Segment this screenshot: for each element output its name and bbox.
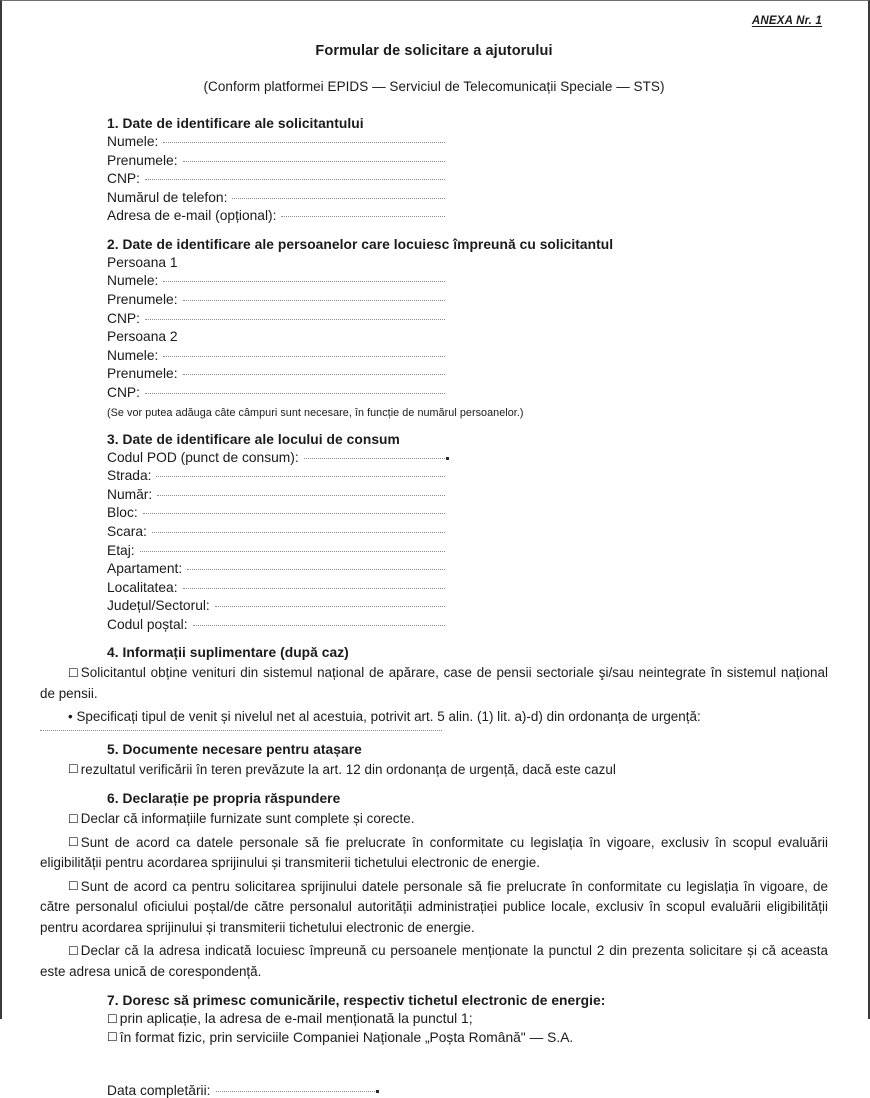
page-content [2,1,868,1098]
paragraph-text: Solicitantul obține venituri din sistemul național de apărare, case de pensii sectoriale şi/sau neintegrate în sistemul național de pensii. [40,665,828,701]
checkbox-icon[interactable]: ☐ [107,1030,118,1045]
dotted-leader [187,568,445,570]
field-row[interactable] [107,133,449,152]
person-1-label: Persoana 1 [107,254,178,270]
declaration-paragraph [40,663,828,704]
checkbox-icon[interactable]: ☐ [68,943,79,958]
leader-end-dot [446,457,449,460]
paragraph-text: Declar că informațiile furnizate sunt complete și corecte. [80,811,415,827]
section-6-item-1[interactable] [40,809,828,830]
section-6-item-3[interactable] [40,877,828,939]
bullet-paragraph: • Specificați tipul de venit și nivelul net al acestuia, potrivit art. 5 alin. (1) lit. a)-d) din ordonanța de urgență: [68,709,701,725]
section-4-item-1[interactable] [40,663,828,704]
dotted-leader [193,624,445,626]
dotted-leader [183,160,445,162]
section-2-note: (Se vor putea adăuga câte câmpuri sunt necesare, în funcție de numărul persoanelor.) [107,406,524,419]
dotted-leader [183,373,445,375]
field-row[interactable] [107,504,449,523]
field-label: Prenumele: [107,292,178,308]
dotted-leader [163,280,445,282]
field-label: CNP: [107,171,140,187]
dotted-answer-line[interactable] [40,729,442,731]
field-label: Localitatea: [107,579,178,595]
declaration-paragraph [40,809,828,830]
field-label: CNP: [107,384,140,400]
field-row[interactable] [107,449,449,468]
field-label: Bloc: [107,505,138,521]
checkbox-icon[interactable]: ☐ [68,835,79,850]
section-7-item-1[interactable] [107,1010,828,1029]
field-row[interactable] [107,291,449,310]
field-row[interactable] [107,616,449,635]
field-row[interactable] [107,189,449,208]
field-label: Adresa de e-mail (opțional): [107,208,277,224]
dotted-leader [143,512,445,514]
date-completed-row[interactable] [107,1083,379,1098]
date-completed-label: Data completării: [107,1083,211,1098]
paragraph-text: Declar că la adresa indicată locuiesc împreună cu persoanele menționate la punctul 2 din prezenta solicitare și că aceasta este adresa unică de corespondență. [40,943,828,979]
field-label: Număr: [107,486,153,502]
section-5-item-1[interactable] [40,760,828,781]
dotted-leader [163,355,445,357]
attachment-paragraph [40,760,828,781]
field-row[interactable] [107,152,449,171]
field-row[interactable] [107,310,449,329]
section-4-heading: 4. Informații suplimentare (după caz) [107,645,349,661]
field-row[interactable] [107,384,449,403]
field-row[interactable] [107,347,449,366]
field-label: Județul/Sectorul: [107,598,210,614]
checkbox-icon[interactable]: ☐ [68,811,79,826]
dotted-leader [140,550,445,552]
page-title: Formular de solicitare a ajutorului [315,43,553,59]
section-4-item-2 [40,707,828,731]
spacer [40,1047,828,1081]
field-label: Numele: [107,134,159,149]
field-row[interactable] [107,365,449,384]
option-text: în format fizic, prin serviciile Companiei Naționale „Poșta Română" — S.A. [119,1029,574,1045]
field-row[interactable] [107,523,449,542]
field-row[interactable] [107,486,449,505]
dotted-leader [216,1090,375,1092]
option-text: prin aplicație, la adresa de e-mail menționată la punctul 1; [119,1011,473,1027]
annex-header-row [40,1,828,29]
section-3-heading: 3. Date de identificare ale locului de consum [107,431,400,447]
annex-label: ANEXA Nr. 1 [751,15,822,27]
field-label: Codul poștal: [107,616,188,632]
field-row[interactable] [107,542,449,561]
checkbox-icon[interactable]: ☐ [68,762,79,777]
section-6-heading: 6. Declarație pe propria răspundere [107,791,341,807]
dotted-leader [152,531,445,533]
field-row[interactable] [107,597,449,616]
dotted-leader [215,605,445,607]
dotted-leader [145,392,445,394]
field-row[interactable] [107,170,449,189]
paragraph-text: Sunt de acord ca datele personale să fie prelucrate în conformitate cu legislația în vigoare, exclusiv în scopul evaluării eligibilității pentru acordarea sprijinului și transmiterii tichetului electronic de energie. [40,834,828,871]
field-label: CNP: [107,310,140,326]
field-label: Etaj: [107,542,135,558]
section-1-heading: 1. Date de identificare ale solicitantului [107,116,364,131]
dotted-leader [163,141,445,143]
field-label: Codul POD (punct de consum): [107,449,299,465]
section-6-item-4[interactable] [40,941,828,982]
checkbox-icon[interactable]: ☐ [68,879,79,894]
field-label: Prenumele: [107,366,178,382]
field-label: Numărul de telefon: [107,189,228,205]
leader-end-dot [376,1090,379,1093]
section-7-heading: 7. Doresc să primesc comunicările, respectiv tichetul electronic de energie: [107,993,606,1009]
field-label: Numele: [107,273,159,289]
dotted-leader [281,215,445,217]
paragraph-text: Sunt de acord ca pentru solicitarea sprijinului datele personale să fie prelucrate în conformitate cu legislația în vigoare, de către personalul oficiului poștal/de către personalul autorității administrației publice locale, exclusiv în scopul evaluării eligibilității pentru acordarea sprijinului și transmiterii tichetului electronic de energie. [40,878,828,935]
dotted-leader [145,178,445,180]
field-label: Scara: [107,523,147,539]
field-row[interactable] [107,272,449,291]
person-2-label: Persoana 2 [107,329,178,345]
field-row[interactable] [107,579,449,598]
section-5-heading: 5. Documente necesare pentru atașare [107,741,362,757]
field-label: Numele: [107,347,159,363]
dotted-leader [183,299,445,301]
dotted-leader [183,587,445,589]
declaration-paragraph [40,877,828,939]
section-2-heading: 2. Date de identificare ale persoanelor care locuiesc împreună cu solicitantul [107,236,614,252]
field-row[interactable] [107,467,449,486]
dotted-leader [156,475,445,477]
field-label: Prenumele: [107,152,178,168]
field-row[interactable] [107,207,449,226]
checkbox-icon[interactable]: ☐ [68,665,79,680]
declaration-paragraph [40,941,828,982]
dotted-leader [157,494,445,496]
page-subtitle: (Conform platformei EPIDS — Serviciul de Telecomunicații Speciale — STS) [203,79,665,94]
checkbox-icon[interactable]: ☐ [107,1011,118,1026]
field-label: Apartament: [107,561,183,577]
dotted-leader [232,197,445,199]
section-6-item-2[interactable] [40,833,828,874]
section-7-item-2[interactable] [107,1029,828,1048]
dotted-leader [145,318,445,320]
field-label: Strada: [107,468,152,484]
paragraph-text: rezultatul verificării în teren prevăzute la art. 12 din ordonanța de urgență, dacă este cazul [80,761,616,777]
declaration-paragraph [40,833,828,874]
field-row[interactable] [107,560,449,579]
dotted-leader [304,457,445,459]
